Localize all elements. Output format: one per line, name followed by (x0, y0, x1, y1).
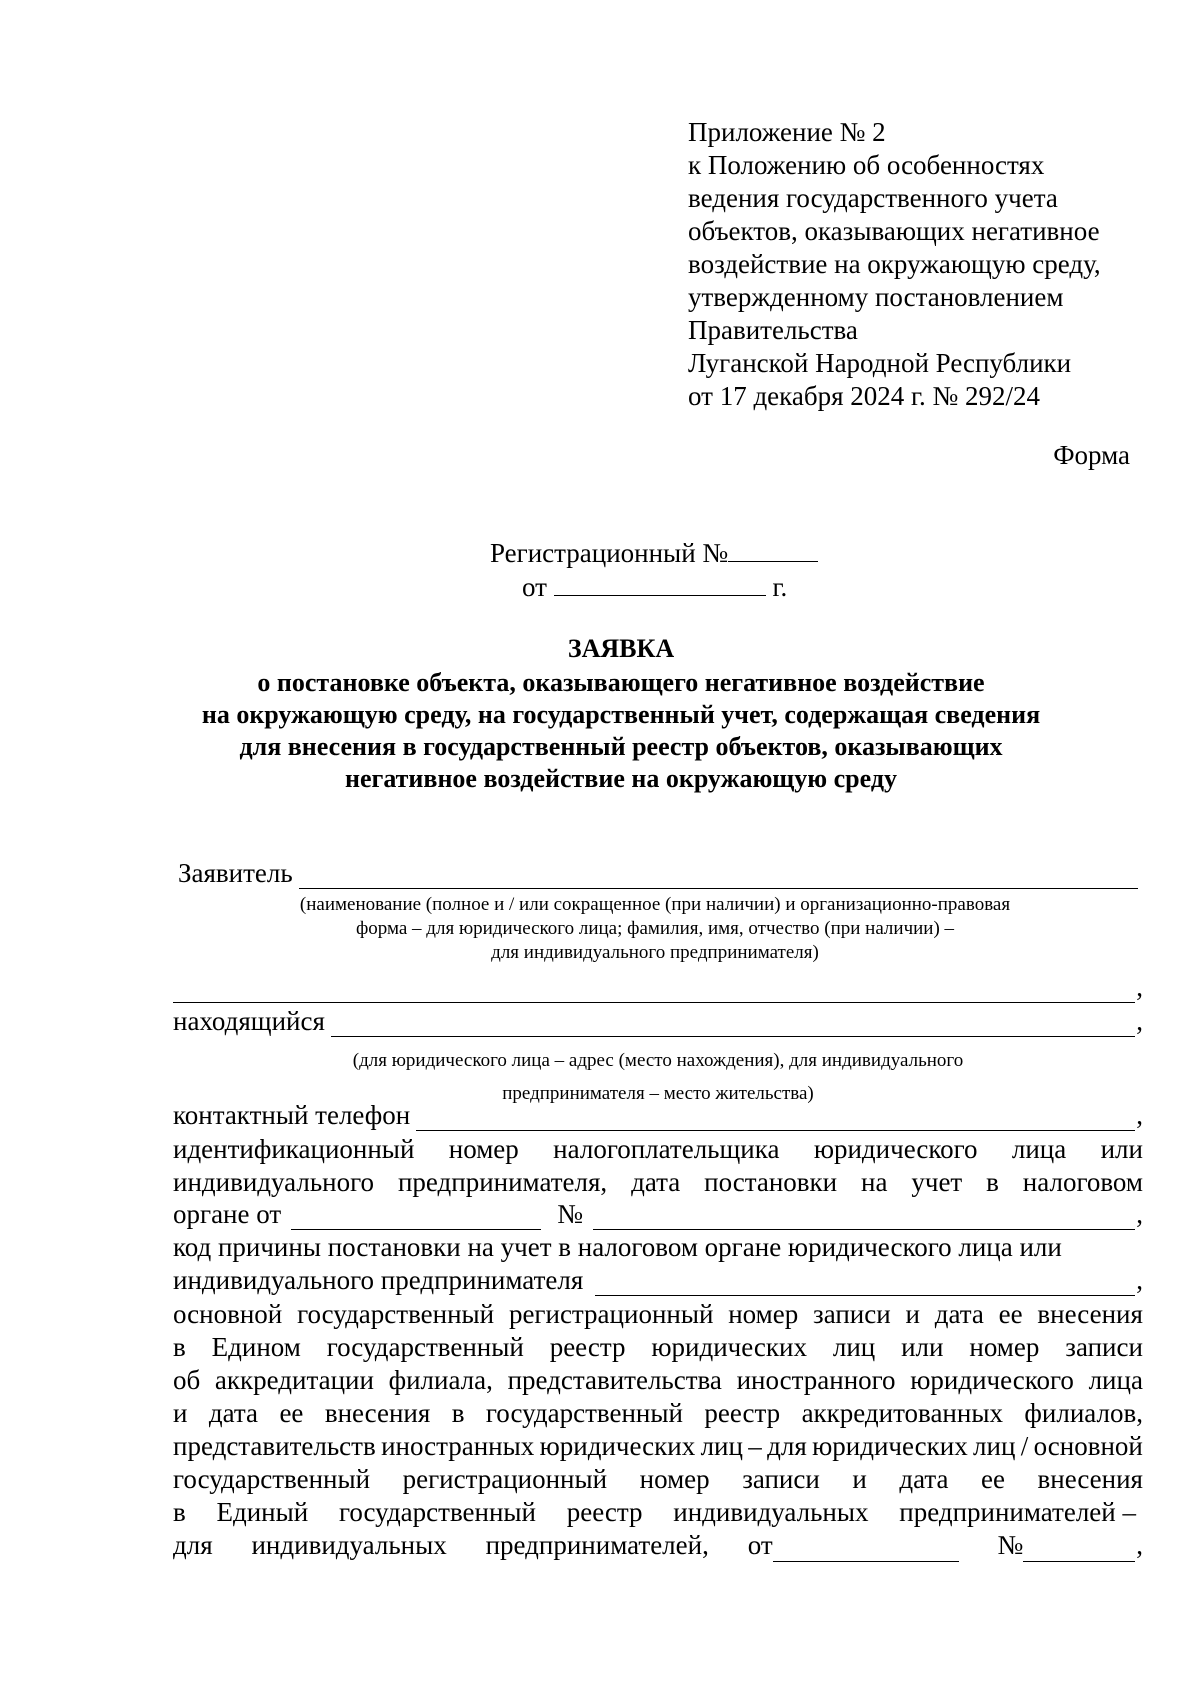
location-field[interactable] (331, 1014, 1135, 1037)
word: индивидуальных (251, 1530, 447, 1560)
word: ее (998, 1299, 1023, 1329)
kpp-line-2 (173, 1265, 1143, 1296)
registration-block (490, 536, 818, 604)
word: дата (208, 1398, 259, 1428)
word: записи (742, 1464, 820, 1494)
inn-date-field[interactable] (291, 1207, 541, 1230)
registration-date-field[interactable] (554, 573, 766, 596)
word: реестр (566, 1497, 643, 1527)
title-line: на окружающую среду, на государственный учет, содержащая сведения (201, 700, 1041, 729)
word: постановки (704, 1167, 838, 1197)
word: ее (279, 1398, 304, 1428)
word: или (1100, 1134, 1143, 1164)
location-label: находящийся (173, 1006, 325, 1036)
inn-date-label: органе от (173, 1199, 282, 1229)
applicant-hint-line: форма – для юридического лица; фамилия, имя, отчество (при наличии) – (355, 918, 955, 939)
annex-line: Правительства (688, 315, 858, 345)
word: индивидуальных (673, 1497, 869, 1527)
annex-line: объектов, оказывающих негативное (688, 216, 1100, 246)
word: и (905, 1299, 920, 1329)
word: или (901, 1332, 944, 1362)
word: в (986, 1167, 999, 1197)
word: номер (639, 1464, 710, 1494)
location-hint-line: предпринимателя – место жительства) (502, 1083, 814, 1104)
word: ее (981, 1464, 1005, 1494)
inn-line-1 (173, 1133, 1143, 1166)
word: регистрационный (402, 1464, 608, 1494)
word: реестр (704, 1398, 781, 1428)
word: юридического (813, 1134, 978, 1164)
word: об (173, 1365, 201, 1395)
word: для (767, 1431, 807, 1461)
word: представительства (507, 1365, 722, 1395)
word: дата (934, 1299, 984, 1329)
word: записи (1065, 1332, 1143, 1362)
word: учет (911, 1167, 963, 1197)
word: лиц (832, 1332, 876, 1362)
location-row (173, 1006, 1143, 1037)
word: внесения (1037, 1299, 1143, 1329)
word: налогоплательщика (553, 1134, 780, 1164)
annex-line: Приложение № 2 (688, 117, 886, 147)
applicant-hint-line: для индивидуального предпринимателя) (491, 942, 819, 963)
word: аккредитованных (801, 1398, 1003, 1428)
word: дата (631, 1167, 681, 1197)
ogrn-line-1 (173, 1298, 1143, 1331)
word: предпринимателей, (485, 1530, 709, 1560)
inn-number-sign: № (557, 1199, 583, 1229)
word: лица (1011, 1134, 1067, 1164)
word: внесения (324, 1398, 431, 1428)
ogrn-line-2 (173, 1331, 1143, 1364)
registration-number-field[interactable] (728, 539, 818, 562)
word: номер (448, 1134, 519, 1164)
word: юридических (812, 1431, 968, 1461)
title-line: негативное воздействие на окружающую среду (345, 764, 897, 793)
word: внесения (1037, 1464, 1143, 1494)
ogrn-date-field[interactable] (773, 1539, 959, 1562)
registration-number-label: Регистрационный № (490, 538, 729, 568)
form-label: Форма (1053, 440, 1130, 470)
annex-line: от 17 декабря 2024 г. № 292/24 (688, 381, 1041, 411)
word: / (1020, 1431, 1029, 1461)
word: основной (1033, 1431, 1143, 1461)
location-hint-line: (для юридического лица – адрес (место нахождения), для индивидуального (352, 1050, 964, 1071)
word: регистрационный (508, 1299, 714, 1329)
registration-date-label: от (522, 572, 547, 602)
word: государственный (338, 1497, 537, 1527)
comma: , (1136, 1199, 1143, 1229)
word: лица (1088, 1365, 1143, 1395)
word: номер (728, 1299, 799, 1329)
word: иностранных (381, 1431, 535, 1461)
ogrn-date-label: от (747, 1530, 773, 1560)
comma: , (1136, 972, 1143, 1002)
annex-line: к Положению об особенностях (688, 150, 1045, 180)
applicant-hint (170, 893, 1140, 965)
applicant-label: Заявитель (178, 858, 293, 888)
inn-line-3 (173, 1199, 1143, 1230)
word: для (173, 1530, 213, 1560)
word: индивидуального (173, 1167, 375, 1197)
word: реестр (549, 1332, 626, 1362)
comma: , (1136, 1100, 1143, 1130)
word: записи (813, 1299, 891, 1329)
word: – (748, 1431, 762, 1461)
kpp-text: код причины постановки на учет в налоговом органе юридического лица или (173, 1232, 1062, 1262)
word: в (173, 1497, 186, 1527)
ogrn-line-7 (173, 1496, 1136, 1529)
word: филиалов, (1024, 1398, 1143, 1428)
comma: , (1136, 1530, 1143, 1560)
kpp-line-1 (173, 1232, 1143, 1263)
document-title (160, 633, 1082, 795)
applicant-continuation-field[interactable] (173, 980, 1135, 1003)
ogrn-line-5 (173, 1430, 1143, 1463)
word: аккредитации (214, 1365, 374, 1395)
annex-line: воздействие на окружающую среду, (688, 249, 1101, 279)
word: Единый (216, 1497, 309, 1527)
word: юридических (651, 1332, 807, 1362)
word: номер (969, 1332, 1040, 1362)
word: налоговом (1022, 1167, 1143, 1197)
word: государственный (485, 1398, 683, 1428)
ogrn-line-3 (173, 1364, 1143, 1397)
word: основной (173, 1299, 283, 1329)
word: государственный (326, 1332, 524, 1362)
phone-field[interactable] (416, 1108, 1135, 1131)
registration-year-suffix: г. (772, 572, 788, 602)
comma: , (1136, 1265, 1143, 1295)
applicant-continuation-row (173, 972, 1143, 1003)
ogrn-line-8 (173, 1529, 1143, 1562)
word: идентификационный (173, 1134, 415, 1164)
phone-row (173, 1100, 1143, 1131)
word: представительств (173, 1431, 376, 1461)
inn-line-2 (173, 1166, 1143, 1199)
word: предпринимателей – (899, 1497, 1136, 1527)
ogrn-number-group (997, 1529, 1143, 1562)
comma: , (1136, 1006, 1143, 1036)
word: филиала, (388, 1365, 493, 1395)
ogrn-number-field[interactable] (1023, 1539, 1135, 1562)
applicant-field[interactable] (299, 866, 1138, 889)
word: государственный (173, 1464, 371, 1494)
word: в (173, 1332, 186, 1362)
annex-line: утвержденному постановлением (688, 282, 1064, 312)
kpp-label: индивидуального предпринимателя (173, 1265, 584, 1295)
title-line: о постановке объекта, оказывающего негативное воздействие (257, 668, 985, 697)
ogrn-line-4 (173, 1397, 1143, 1430)
word: лиц (700, 1431, 743, 1461)
ogrn-date-group (748, 1529, 959, 1562)
word: на (861, 1167, 888, 1197)
annex-line: Луганской Народной Республики (688, 348, 1072, 378)
inn-number-field[interactable] (593, 1207, 1135, 1230)
word: в (451, 1398, 465, 1428)
word: и (852, 1464, 867, 1494)
word: государственный (297, 1299, 495, 1329)
kpp-field[interactable] (595, 1273, 1135, 1296)
word: лиц (973, 1431, 1016, 1461)
ogrn-line-6 (173, 1463, 1143, 1496)
word: и (173, 1398, 188, 1428)
title-line: для внесения в государственный реестр объектов, оказывающих (239, 732, 1003, 761)
annex-line: ведения государственного учета (688, 183, 1058, 213)
phone-label: контактный телефон (173, 1100, 411, 1130)
annex-block (688, 116, 1101, 413)
word: дата (899, 1464, 949, 1494)
word: иностранного (736, 1365, 896, 1395)
word: Едином (211, 1332, 301, 1362)
word: предпринимателя, (397, 1167, 608, 1197)
ogrn-number-sign: № (997, 1530, 1024, 1560)
word: юридического (910, 1365, 1074, 1395)
title-heading: ЗАЯВКА (567, 634, 675, 663)
applicant-row (178, 858, 1138, 889)
applicant-hint-line: (наименование (полное и / или сокращенное (при наличии) и организационно-правовая (299, 894, 1011, 915)
word: юридических (539, 1431, 696, 1461)
